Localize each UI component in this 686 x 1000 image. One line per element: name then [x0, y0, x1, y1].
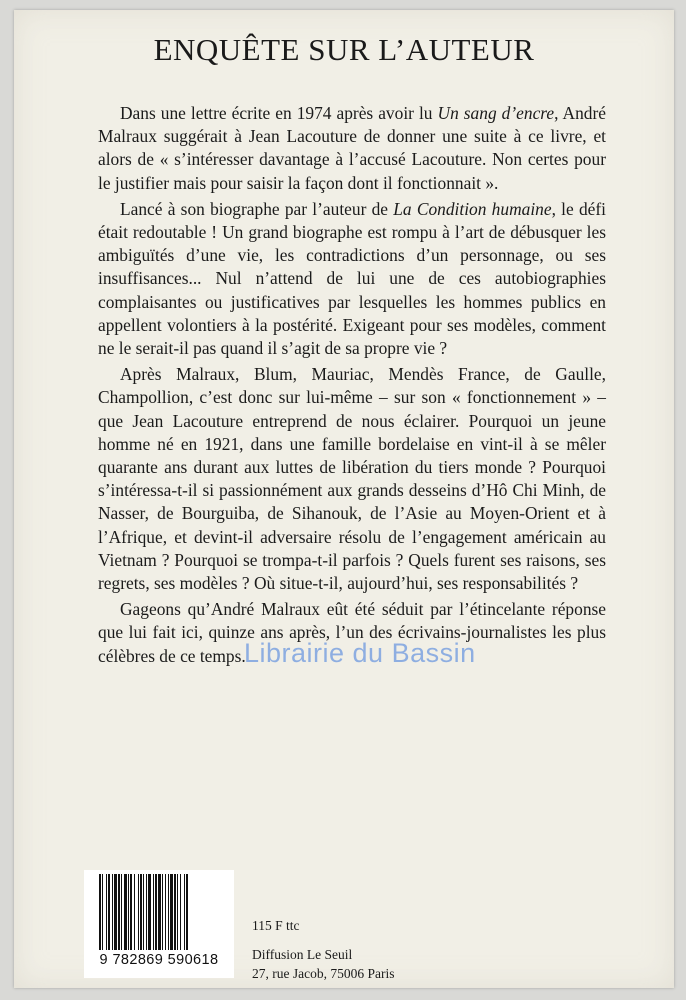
book-title-italic: Un sang d’encre — [437, 103, 555, 123]
text-run: Dans une lettre écrite en 1974 après avoir lu — [120, 103, 438, 123]
imprint-block — [252, 916, 394, 983]
address-label: 27, rue Jacob, 75006 Paris — [252, 966, 395, 981]
barcode-bar — [162, 874, 163, 950]
barcode-bar — [114, 874, 117, 950]
text-run: , le défi était redoutable ! Un grand biographe est rompu à l’art de débusquer les ambiguïtés d’une vie, les contradictions d’un personnage, ou ses insuffisances... Nul n’attend de lui une de ces autobiographies complaisantes ou justificatives par lesquelles les hommes publics en appellent volontiers à la postérité. Exigeant pour ses modèles, comment ne le serait-il pas quand il s’agit de sa propre vie ? — [98, 198, 606, 359]
text-run: Gageons qu’André Malraux eût été séduit par l’étincelante réponse que lui fait ici, quinze ans après, l’un des écrivains-journalistes les plus célèbres de ce temps. — [98, 599, 606, 666]
blurb-text — [98, 102, 606, 671]
barcode-bar — [146, 874, 147, 950]
barcode-bar — [124, 874, 127, 950]
text-run: Lancé à son biographe par l’auteur de — [120, 198, 394, 219]
barcode-bar — [140, 874, 142, 950]
book-title-italic: La Condition humaine — [393, 198, 552, 219]
price-label: 115 F ttc — [252, 918, 300, 933]
barcode-bar — [168, 874, 169, 950]
barcode-bar — [174, 874, 176, 950]
barcode-bar — [118, 874, 120, 950]
blurb-paragraph — [98, 198, 606, 360]
barcode-bar — [138, 874, 139, 950]
barcode-bar — [143, 874, 144, 950]
barcode-bar — [184, 874, 185, 950]
barcode — [84, 870, 234, 978]
barcode-bar — [106, 874, 107, 950]
barcode-bar — [130, 874, 132, 950]
barcode-bar — [102, 874, 103, 950]
barcode-bar — [186, 874, 188, 950]
barcode-bar — [148, 874, 151, 950]
isbn-number: 9 782869 590618 — [99, 952, 219, 968]
barcode-bar — [121, 874, 122, 950]
barcode-bar — [128, 874, 129, 950]
barcode-bar — [180, 874, 181, 950]
barcode-bar — [165, 874, 166, 950]
blurb-paragraph — [98, 363, 606, 595]
back-cover — [14, 10, 674, 988]
barcode-bar — [112, 874, 113, 950]
bookseller-watermark: Librairie du Bassin — [244, 638, 476, 668]
barcode-bar — [177, 874, 178, 950]
barcode-bar — [108, 874, 110, 950]
barcode-bar — [134, 874, 135, 950]
barcode-bar — [170, 874, 173, 950]
barcode-bar — [158, 874, 161, 950]
barcode-bar — [99, 874, 101, 950]
text-run: Après Malraux, Blum, Mauriac, Mendès France, de Gaulle, Champollion, c’est donc sur lui-même – sur son « fonctionnement » – que Jean Lacouture entreprend de nous éclairer. Pourquoi un jeune homme né en 1921, dans une famille bordelaise en vint-il à se mêler quarante ans durant aux luttes de libération du tiers monde ? Pourquoi s’intéressa-t-il si passionnément aux grands desseins d’Hô Chi Minh, de Nasser, de Bourguiba, de Sihanouk, de l’Asie au Moyen-Orient et à l’Afrique, et devint-il adversaire résolu de l’engagement américain au Vietnam ? Pourquoi se trompa-t-il parfois ? Quels furent ses raisons, ses regrets, ses modèles ? Où situe-t-il, aujourd’hui, ses responsabilités ? — [98, 364, 606, 594]
barcode-bar — [153, 874, 154, 950]
barcode-bar — [155, 874, 157, 950]
blurb-paragraph — [98, 102, 606, 195]
cover-title: ENQUÊTE SUR L’AUTEUR — [153, 32, 535, 67]
distributor-label: Diffusion Le Seuil — [252, 947, 353, 962]
barcode-bars — [98, 874, 220, 952]
text-run: , André Malraux suggérait à Jean Lacouture de donner une suite à ce livre, et alors de « s’intéresser davantage à l’accusé Lacouture. Non certes pour le justifier mais pour saisir la façon dont il fonctionnait ». — [98, 103, 606, 193]
